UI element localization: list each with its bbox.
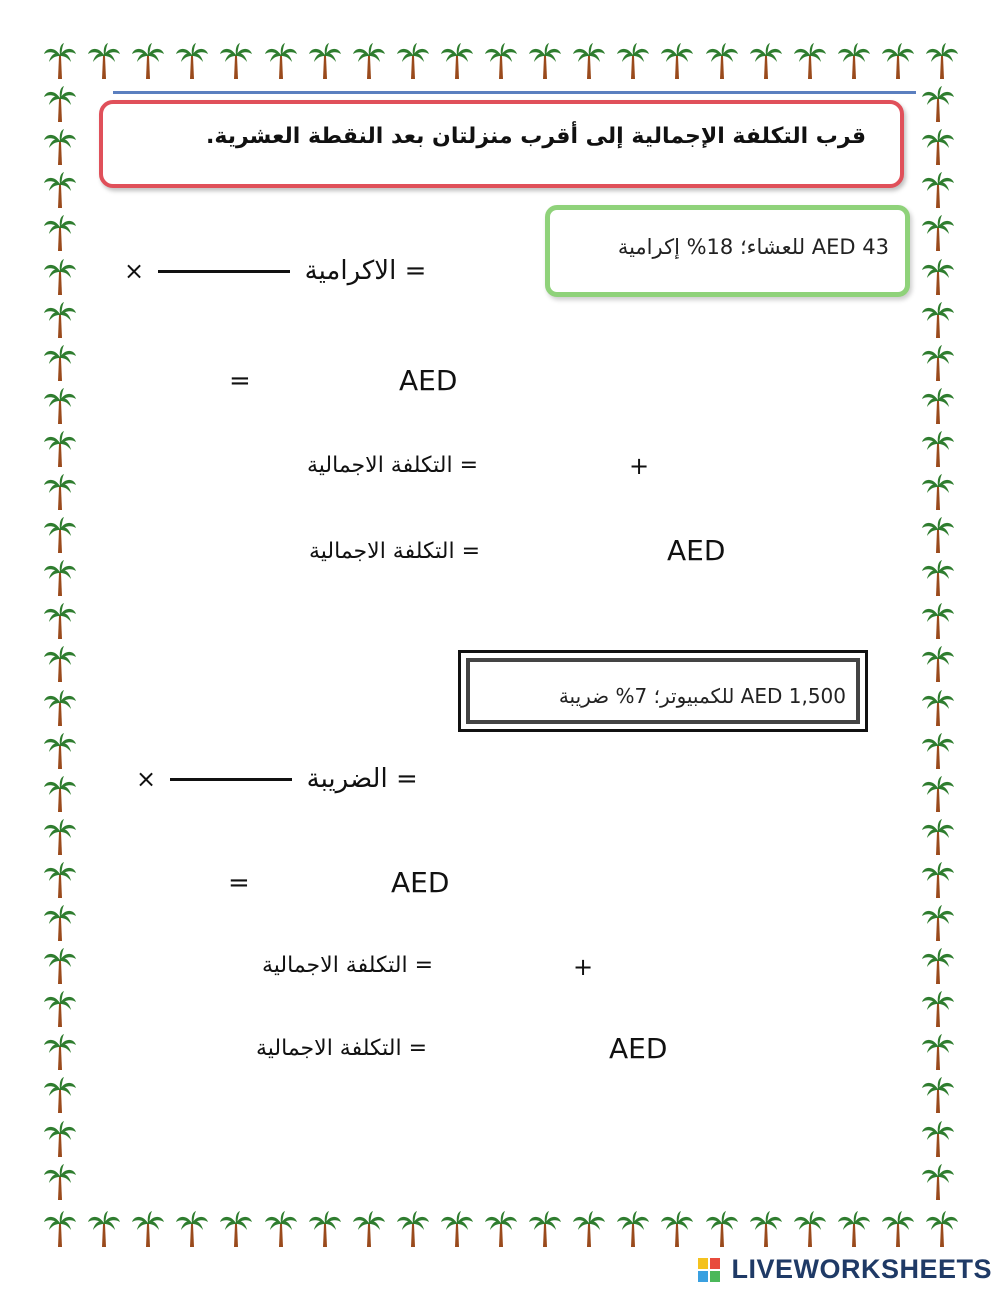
- palm-tree-icon: [351, 42, 387, 80]
- tax-label: = الضريبة: [306, 764, 418, 794]
- computer-problem-text: AED 1,500 للكمبيوتر؛ 7% ضريبة: [558, 684, 846, 708]
- palm-tree-icon: [920, 85, 956, 123]
- palm-tree-icon: [263, 1210, 299, 1248]
- palm-tree-icon: [218, 42, 254, 80]
- palm-tree-icon: [920, 1033, 956, 1071]
- palm-tree-icon: [920, 947, 956, 985]
- palm-tree-icon: [920, 602, 956, 640]
- palm-tree-icon: [42, 861, 78, 899]
- tip-result-currency: AED: [399, 364, 458, 397]
- tax-answer-blank[interactable]: [170, 778, 292, 781]
- palm-tree-icon: [42, 602, 78, 640]
- tax-result-equals: =: [228, 868, 250, 898]
- palm-tree-icon: [130, 1210, 166, 1248]
- dinner-problem-text: AED 43 للعشاء؛ 18% إكرامية: [617, 235, 889, 259]
- top-divider-line: [113, 91, 916, 94]
- palm-tree-icon: [42, 430, 78, 468]
- palm-tree-icon: [42, 1163, 78, 1201]
- palm-tree-icon: [920, 689, 956, 727]
- palm-tree-icon: [439, 1210, 475, 1248]
- multiply-sign: ×: [124, 257, 145, 285]
- palm-tree-icon: [527, 42, 563, 80]
- palm-tree-icon: [792, 42, 828, 80]
- palm-tree-icon: [42, 818, 78, 856]
- palm-tree-icon: [42, 344, 78, 382]
- palm-tree-icon: [704, 42, 740, 80]
- palm-tree-icon: [130, 42, 166, 80]
- palm-tree-icon: [880, 42, 916, 80]
- palm-tree-icon: [659, 1210, 695, 1248]
- palm-tree-icon: [880, 1210, 916, 1248]
- palm-tree-icon: [42, 559, 78, 597]
- liveworksheets-logo-icon: [698, 1258, 720, 1282]
- palm-tree-icon: [920, 559, 956, 597]
- instruction-box: [99, 100, 904, 188]
- palm-tree-icon: [42, 258, 78, 296]
- palm-tree-icon: [920, 775, 956, 813]
- palm-tree-icon: [351, 1210, 387, 1248]
- palm-tree-icon: [920, 516, 956, 554]
- palm-tree-icon: [920, 344, 956, 382]
- palm-tree-icon: [920, 128, 956, 166]
- computer-problem-box: [458, 650, 868, 732]
- total-cost-currency: AED: [667, 534, 726, 567]
- palm-tree-icon: [920, 732, 956, 770]
- palm-tree-icon: [42, 1120, 78, 1158]
- palm-tree-icon: [920, 645, 956, 683]
- dinner-problem-box: [545, 205, 910, 297]
- total-cost-label: = التكلفة الاجمالية: [307, 453, 479, 478]
- tip-answer-blank[interactable]: [158, 270, 290, 273]
- palm-tree-icon: [42, 473, 78, 511]
- palm-tree-icon: [920, 861, 956, 899]
- palm-tree-icon: [42, 301, 78, 339]
- palm-tree-icon: [42, 171, 78, 209]
- palm-tree-icon: [42, 732, 78, 770]
- palm-tree-icon: [920, 904, 956, 942]
- tip-result-equals: =: [229, 366, 251, 396]
- palm-tree-icon: [42, 990, 78, 1028]
- instruction-text: قرب التكلفة الإجمالية إلى أقرب منزلتان بعد النقطة العشرية.: [206, 124, 866, 149]
- total-cost-label-3: = التكلفة الاجمالية: [262, 953, 434, 978]
- palm-tree-icon: [920, 387, 956, 425]
- tax-result-currency: AED: [391, 866, 450, 899]
- total-cost-label-2: = التكلفة الاجمالية: [309, 539, 481, 564]
- computer-problem-inner-frame: [466, 658, 860, 724]
- palm-tree-icon: [659, 42, 695, 80]
- palm-tree-icon: [920, 990, 956, 1028]
- palm-tree-icon: [615, 42, 651, 80]
- palm-tree-icon: [920, 214, 956, 252]
- palm-tree-icon: [86, 42, 122, 80]
- multiply-sign-2: ×: [136, 765, 157, 793]
- plus-sign-2: +: [573, 953, 594, 981]
- palm-tree-icon: [307, 1210, 343, 1248]
- palm-tree-icon: [174, 1210, 210, 1248]
- palm-tree-icon: [748, 1210, 784, 1248]
- total-cost-label-4: = التكلفة الاجمالية: [256, 1036, 428, 1061]
- palm-tree-icon: [42, 1033, 78, 1071]
- palm-tree-icon: [42, 516, 78, 554]
- palm-tree-icon: [836, 42, 872, 80]
- palm-tree-icon: [42, 42, 78, 80]
- palm-tree-icon: [42, 387, 78, 425]
- palm-tree-icon: [836, 1210, 872, 1248]
- liveworksheets-brand: LIVEWORKSHEETS: [731, 1254, 992, 1284]
- palm-tree-icon: [307, 42, 343, 80]
- palm-tree-icon: [792, 1210, 828, 1248]
- total-cost-currency-2: AED: [609, 1032, 668, 1065]
- palm-tree-icon: [42, 214, 78, 252]
- palm-tree-icon: [483, 1210, 519, 1248]
- palm-tree-icon: [920, 818, 956, 856]
- palm-tree-icon: [920, 1076, 956, 1114]
- palm-tree-icon: [439, 42, 475, 80]
- palm-tree-icon: [174, 42, 210, 80]
- palm-tree-icon: [263, 42, 299, 80]
- palm-tree-icon: [920, 301, 956, 339]
- palm-tree-icon: [920, 1163, 956, 1201]
- palm-tree-icon: [571, 1210, 607, 1248]
- palm-tree-icon: [42, 947, 78, 985]
- palm-tree-icon: [920, 171, 956, 209]
- palm-tree-icon: [218, 1210, 254, 1248]
- palm-tree-icon: [42, 1076, 78, 1114]
- palm-tree-icon: [86, 1210, 122, 1248]
- palm-tree-icon: [42, 1210, 78, 1248]
- palm-tree-icon: [615, 1210, 651, 1248]
- palm-tree-icon: [920, 258, 956, 296]
- palm-tree-icon: [395, 1210, 431, 1248]
- tip-label: = الاكرامية: [304, 256, 427, 286]
- palm-tree-icon: [748, 42, 784, 80]
- palm-tree-icon: [924, 1210, 960, 1248]
- palm-tree-icon: [920, 473, 956, 511]
- palm-tree-icon: [42, 128, 78, 166]
- palm-tree-icon: [395, 42, 431, 80]
- palm-tree-icon: [571, 42, 607, 80]
- palm-tree-icon: [483, 42, 519, 80]
- palm-tree-icon: [920, 430, 956, 468]
- palm-tree-icon: [42, 775, 78, 813]
- palm-tree-icon: [704, 1210, 740, 1248]
- palm-tree-icon: [920, 1120, 956, 1158]
- palm-tree-icon: [42, 85, 78, 123]
- plus-sign: +: [629, 452, 650, 480]
- palm-tree-icon: [924, 42, 960, 80]
- tip-equation: [124, 256, 426, 286]
- palm-tree-icon: [42, 645, 78, 683]
- palm-tree-icon: [527, 1210, 563, 1248]
- palm-tree-icon: [42, 689, 78, 727]
- palm-tree-icon: [42, 904, 78, 942]
- tax-equation: [136, 764, 418, 794]
